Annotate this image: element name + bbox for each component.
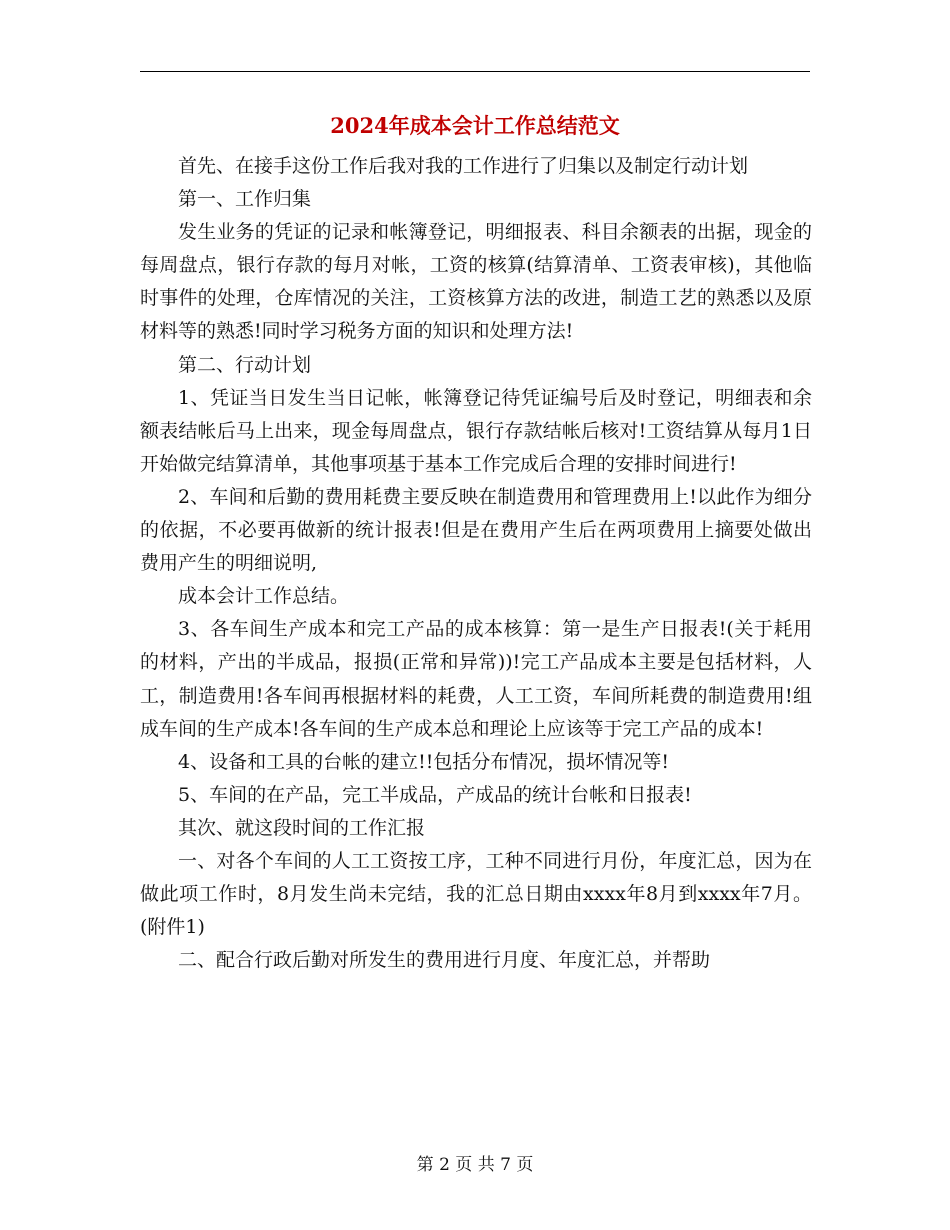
- paragraph: 第二、行动计划: [178, 353, 312, 376]
- paragraph: 首先、在接手这份工作后我对我的工作进行了归集以及制定行动计划: [178, 155, 749, 177]
- paragraph: 4、设备和工具的台帐的建立!!包括分布情况，损坏情况等!: [178, 750, 669, 773]
- page-number-footer: 第 2 页 共 7 页: [416, 1155, 534, 1175]
- document-body: [140, 150, 812, 977]
- paragraph: 3、各车间生产成本和完工产品的成本核算：第一是生产日报表!(关于耗用的材料，产出的半成品，报损(正常和异常))!完工产品成本主要是包括材料，人工，制造费用!各车间再根据材料的耗费，人工工资，车间所耗费的制造费用!组成车间的生产成本!各车间的生产成本总和理论上应该等于完工产品的成本!: [140, 618, 812, 740]
- paragraph: 第一、工作归集: [178, 188, 312, 211]
- paragraph: 二、配合行政后勤对所发生的费用进行月度、年度汇总，并帮助: [178, 949, 711, 972]
- paragraph: 成本会计工作总结。: [178, 585, 350, 608]
- document-title: 2024年成本会计工作总结范文: [330, 113, 620, 138]
- paragraph: 发生业务的凭证的记录和帐簿登记，明细报表、科目余额表的出据，现金的每周盘点，银行存款的每月对帐，工资的核算(结算清单、工资表审核)，其他临时事件的处理，仓库情况的关注，工资核算方法的改进，制造工艺的熟悉以及原材料等的熟悉!同时学习税务方面的知识和处理方法!: [140, 221, 812, 343]
- paragraph: 2、车间和后勤的费用耗费主要反映在制造费用和管理费用上!以此作为细分的依据，不必要再做新的统计报表!但是在费用产生后在两项费用上摘要处做出费用产生的明细说明,: [140, 485, 812, 575]
- paragraph: 1、凭证当日发生当日记帐，帐簿登记待凭证编号后及时登记，明细表和余额表结帐后马上出来，现金每周盘点，银行存款结帐后核对!工资结算从每月1日开始做完结算清单，其他事项基于基本工作完成后合理的安排时间进行!: [140, 386, 812, 475]
- paragraph: 一、对各个车间的人工工资按工序，工种不同进行月份，年度汇总，因为在做此项工作时，8月发生尚未完结，我的汇总日期由xxxx年8月到xxxx年7月。(附件1): [140, 849, 812, 939]
- header-rule: [140, 71, 810, 72]
- paragraph: 其次、就这段时间的工作汇报: [178, 816, 426, 839]
- paragraph: 5、车间的在产品，完工半成品，产成品的统计台帐和日报表!: [178, 783, 692, 806]
